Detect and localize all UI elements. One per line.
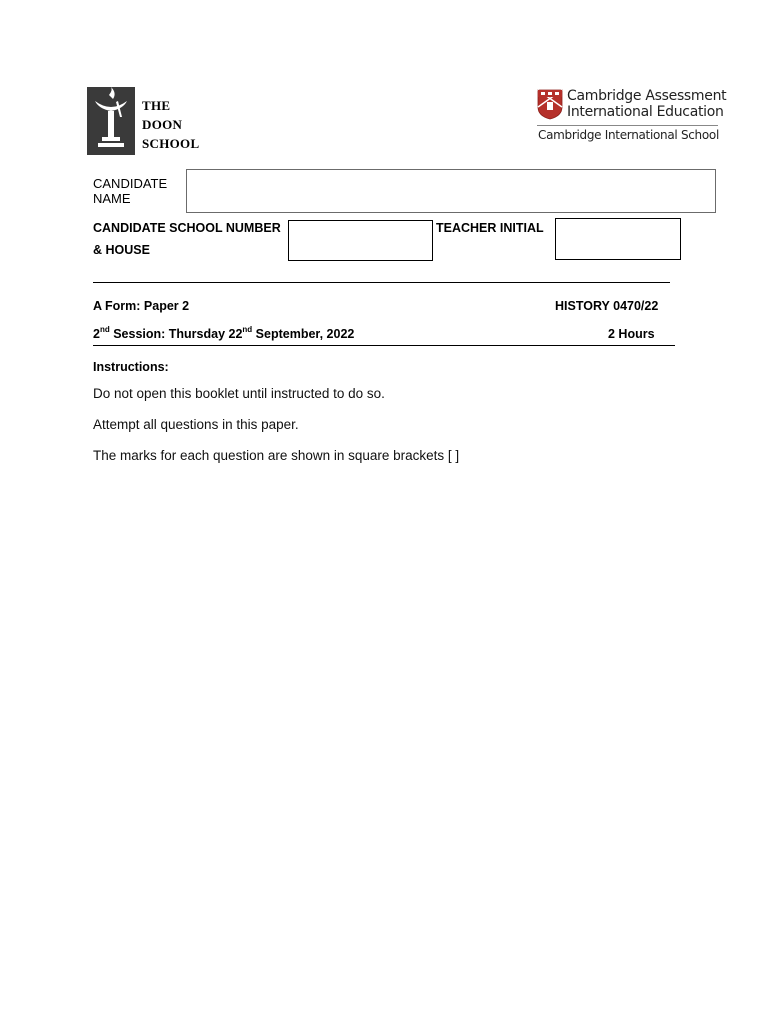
session-middle: Session: Thursday 22 [109,327,243,341]
doon-school-wordmark [142,96,199,153]
instruction-item: Do not open this booklet until instructed to do so. [93,386,385,401]
cambridge-wordmark [567,88,726,120]
subject-code: HISTORY 0470/22 [555,299,659,313]
exam-duration: 2 Hours [608,327,655,341]
cambridge-shield-icon [537,89,563,120]
session-suffix-1: nd [99,325,110,334]
exam-form: A Form: Paper 2 [93,299,190,313]
instruction-item: Attempt all questions in this paper. [93,417,299,432]
doon-line-1: THE [142,98,171,113]
doon-school-logo-icon [87,87,135,155]
header-divider [93,345,675,346]
school-number-field[interactable] [288,220,433,261]
doon-line-3: SCHOOL [142,136,200,151]
section-divider [93,282,670,283]
session-prefix: 2 [93,327,100,341]
candidate-name-field[interactable] [186,169,716,213]
cambridge-line-2: International Education [567,104,724,120]
cambridge-line-1: Cambridge Assessment [567,88,727,104]
teacher-initial-label: TEACHER INITIAL [436,221,544,235]
doon-line-2: DOON [142,117,183,132]
cambridge-subtitle: Cambridge International School [538,128,719,142]
session-date-end: September, 2022 [252,327,355,341]
teacher-initial-field[interactable] [555,218,681,260]
instruction-item: The marks for each question are shown in square brackets [ ] [93,448,460,463]
house-label: & HOUSE [93,243,150,257]
session-suffix-2: nd [242,325,253,334]
cambridge-divider [537,125,718,126]
exam-session [93,327,354,341]
candidate-name-label: CANDIDATE NAME [93,176,168,206]
school-number-label: CANDIDATE SCHOOL NUMBER [93,221,281,235]
instructions-heading: Instructions: [93,360,169,374]
